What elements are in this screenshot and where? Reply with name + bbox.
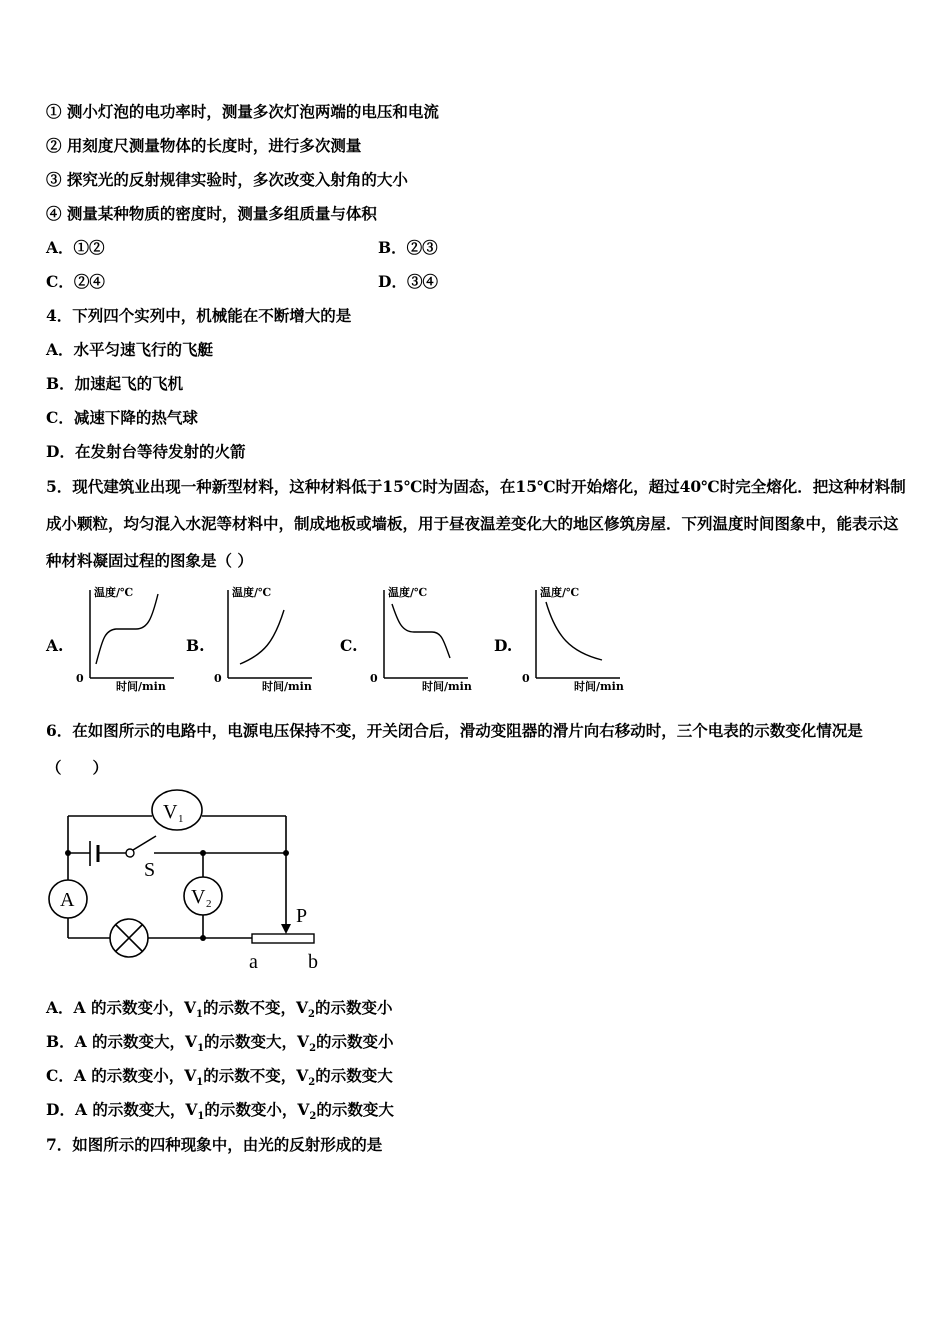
q5-graph-a <box>74 582 184 694</box>
ammeter <box>49 880 87 918</box>
v2-subscript: 2 <box>206 898 212 910</box>
q3-option-d: D．③④ <box>378 272 438 291</box>
q6-option-b-part1: B．A 的示数变大，V <box>46 1032 198 1051</box>
q5-graph-b-ylabel: 温度/℃ <box>232 586 272 599</box>
q3-item-4: ④ 测量某种物质的密度时，测量多组质量与体积 <box>46 204 377 223</box>
q5-graph-b-xlabel: 时间/min <box>262 680 312 693</box>
q3-item-2: ② 用刻度尺测量物体的长度时，进行多次测量 <box>46 136 362 155</box>
slider-label: P <box>296 905 308 927</box>
q5-graph-d-label: D. <box>494 636 513 655</box>
q6-option-d <box>46 1100 394 1123</box>
q6-option-a <box>46 998 393 1021</box>
v2-label: V <box>191 886 206 908</box>
rheostat-end-b: b <box>308 951 318 973</box>
switch-lever <box>133 836 156 850</box>
q3-option-c: C．②④ <box>46 272 105 291</box>
voltmeter-v1 <box>152 790 202 830</box>
q6-option-b-part3: 的示数变小 <box>316 1032 394 1051</box>
q5-graph-d <box>520 582 632 694</box>
q6-option-c-part2: 的示数不变，V <box>203 1066 309 1085</box>
sub-1: 1 <box>196 1077 204 1089</box>
lamp <box>110 919 148 957</box>
q6-option-d-part3: 的示数变大 <box>316 1100 394 1119</box>
q5-graph-d-curve <box>546 602 602 660</box>
sub-2: 2 <box>309 1111 317 1123</box>
q4-option-b: B．加速起飞的飞机 <box>46 374 184 393</box>
sub-2: 2 <box>308 1077 316 1089</box>
sub-2: 2 <box>309 1043 317 1055</box>
q5-graph-a-origin: 0 <box>76 672 84 685</box>
q5-graph-b-label: B. <box>186 636 205 655</box>
q5-graph-d-origin: 0 <box>522 672 530 685</box>
v1-subscript: 1 <box>178 813 184 825</box>
q5-graph-b-origin: 0 <box>214 672 222 685</box>
v1-label: V <box>163 801 178 823</box>
q4-stem: 4．下列四个实列中，机械能在不断增大的是 <box>46 306 352 325</box>
q5-graph-c-label: C. <box>340 636 358 655</box>
q5-graph-d-xlabel: 时间/min <box>574 680 624 693</box>
q6-option-b <box>46 1032 394 1055</box>
sub-2: 2 <box>307 1009 315 1021</box>
q3-option-a: A．①② <box>46 238 105 257</box>
q4-option-c: C．减速下降的热气球 <box>46 408 198 427</box>
sub-1: 1 <box>197 1111 205 1123</box>
q5-graph-a-ylabel: 温度/℃ <box>94 586 134 599</box>
voltmeter-v2 <box>184 877 222 915</box>
q3-item-1: ① 测小灯泡的电功率时，测量多次灯泡两端的电压和电流 <box>46 102 439 121</box>
q5-graph-b <box>212 582 324 694</box>
q6-stem: 6．在如图所示的电路中，电源电压保持不变，开关闭合后，滑动变阻器的滑片向右移动时，三个电表的示数变化情况是（ ） <box>46 721 863 777</box>
sub-1: 1 <box>195 1009 203 1021</box>
q6-circuit-diagram <box>40 786 340 976</box>
q6-option-a-part3: 的示数变小 <box>314 998 393 1017</box>
q6-option-a-part1: A．A 的示数变小，V <box>46 998 196 1017</box>
rheostat <box>252 934 314 943</box>
switch-contact <box>126 849 134 857</box>
q5-stem: 5．现代建筑业出现一种新型材料，这种材料低于15℃时为固态，在15℃时开始熔化，超过40℃时完全熔化．把这种材料制成小颗粒，均匀混入水泥等材料中，制成地板或墙板，用于昼夜温差变化大的地区修筑房屋．下列温度时间图象中，能表示这种材料凝固过程的图象是（ ） <box>46 477 906 570</box>
q7-stem: 7．如图所示的四种现象中，由光的反射形成的是 <box>46 1135 383 1154</box>
q6-option-b-part2: 的示数变大，V <box>204 1032 310 1051</box>
q3-item-3: ③ 探究光的反射规律实验时，多次改变入射角的大小 <box>46 170 408 189</box>
q5-graph-a-curve <box>96 594 158 664</box>
q5-graph-c-xlabel: 时间/min <box>422 680 472 693</box>
ammeter-label: A <box>60 889 75 911</box>
q3-option-b: B．②③ <box>378 238 438 257</box>
q6-option-c-part3: 的示数变大 <box>315 1066 393 1085</box>
q6-option-c-part1: C．A 的示数变小，V <box>46 1066 197 1085</box>
q6-option-c <box>46 1066 393 1089</box>
q5-graph-a-label: A. <box>46 636 64 655</box>
rheostat-end-a: a <box>249 951 258 973</box>
q6-option-a-part2: 的示数不变，V <box>202 998 308 1017</box>
switch-label: S <box>144 859 156 881</box>
q4-option-a: A．水平匀速飞行的飞艇 <box>46 340 214 359</box>
sub-1: 1 <box>197 1043 205 1055</box>
q6-option-d-part1: D．A 的示数变大，V <box>46 1100 198 1119</box>
q4-option-d: D．在发射台等待发射的火箭 <box>46 442 246 461</box>
q5-graph-c-origin: 0 <box>370 672 378 685</box>
q5-graph-d-ylabel: 温度/℃ <box>540 586 580 599</box>
q5-graph-c <box>368 582 480 694</box>
q5-graph-c-ylabel: 温度/℃ <box>388 586 428 599</box>
q5-graph-c-curve <box>392 604 450 658</box>
q5-graph-b-curve <box>240 610 284 664</box>
q6-option-d-part2: 的示数变小，V <box>204 1100 310 1119</box>
slider-arrow <box>281 924 291 934</box>
q5-graph-a-xlabel: 时间/min <box>116 680 166 693</box>
